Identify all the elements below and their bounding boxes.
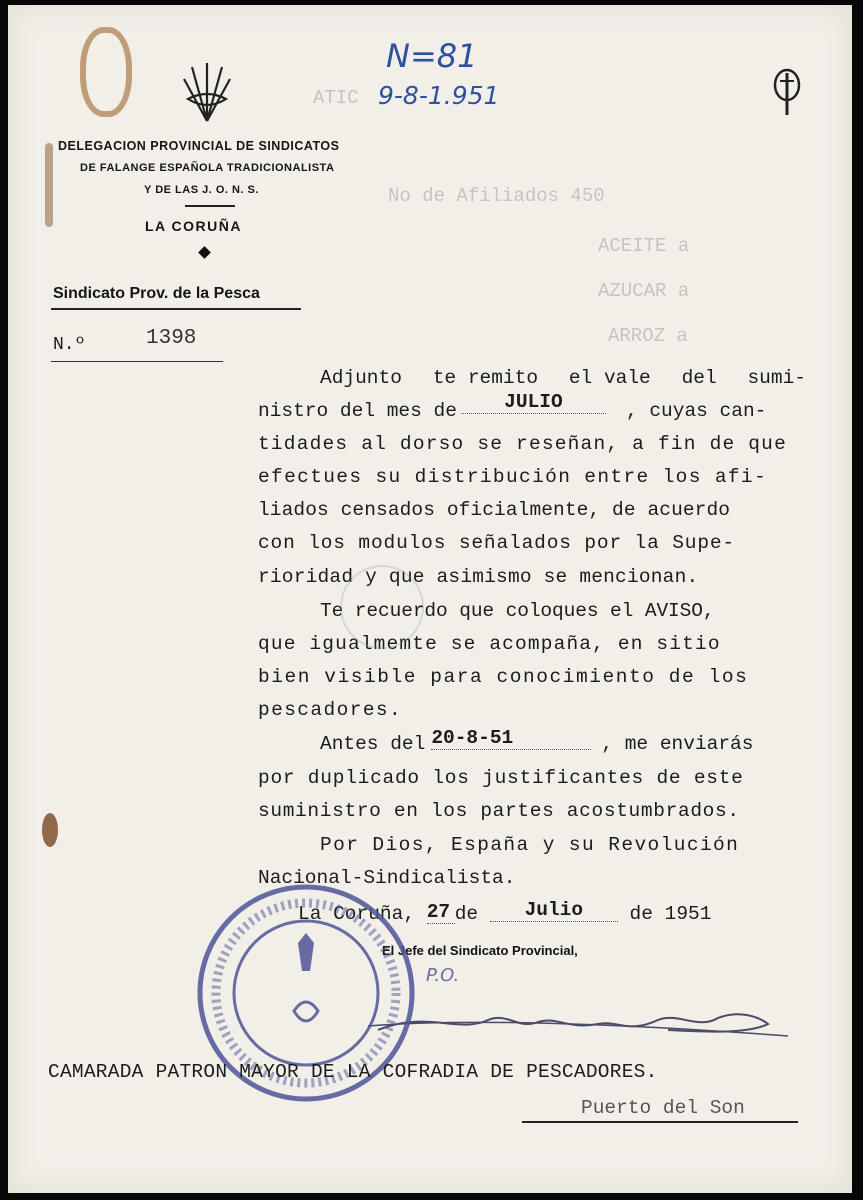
underline	[522, 1121, 798, 1123]
body-line: Adjunto te remito el vale del sumi-	[320, 367, 806, 389]
day-field: 27	[427, 901, 455, 924]
month-signature-field: Julio	[490, 899, 618, 922]
signer-title: El Jefe del Sindicato Provincial,	[382, 943, 578, 958]
signature-icon	[368, 990, 788, 1050]
divider	[185, 205, 235, 207]
show-through-text: ARROZ a	[608, 325, 688, 347]
date-line: La Coruña, 27 de Julio de 1951	[298, 899, 712, 925]
show-through-text: AZUCAR a	[598, 280, 690, 302]
diamond-icon	[198, 246, 211, 259]
body-line: Nacional-Sindicalista.	[258, 867, 516, 889]
sindicato-heading: Sindicato Prov. de la Pesca	[53, 285, 260, 302]
underline	[51, 308, 301, 310]
reference-number: 1398	[146, 327, 197, 350]
body-line: con los modulos señalados por la Supe-	[258, 532, 735, 554]
body-line: bien visible para conocimiento de los	[258, 666, 749, 688]
watermark-icon	[340, 565, 424, 649]
deadline-field: 20-8-51	[431, 727, 591, 750]
body-line: nistro del mes de JULIO , cuyas can-	[258, 391, 767, 422]
sword-shield-emblem-icon	[772, 67, 802, 119]
rust-stain	[42, 813, 58, 847]
body-line: pescadores.	[258, 699, 403, 721]
show-through-text: ATIC	[313, 87, 359, 109]
body-line: que igualmemte se acompaña, en sitio	[258, 633, 721, 655]
body-line: Antes del 20-8-51 , me enviarás	[320, 727, 754, 755]
addressee-line: CAMARADA PATRON MAYOR DE LA COFRADIA DE PESCADORES.	[48, 1061, 658, 1083]
city-heading: LA CORUÑA	[145, 218, 242, 234]
body-line: por duplicado los justificantes de este	[258, 767, 744, 789]
body-line: efectues su distribución entre los afi-	[258, 466, 768, 488]
body-line: suministro en los partes acostumbrados.	[258, 800, 740, 822]
show-through-text: No de Afiliados 450	[388, 185, 605, 207]
rust-stain	[45, 143, 53, 227]
body-line: rioridad y que asimismo se mencionan.	[258, 566, 699, 588]
delegation-name-line1: DELEGACION PROVINCIAL DE SINDICATOS	[58, 139, 340, 153]
addressee-port: Puerto del Son	[581, 1097, 745, 1119]
body-line: tidades al dorso se reseñan, a fin de que	[258, 433, 787, 455]
month-field: JULIO	[461, 391, 606, 414]
show-through-text: ACEITE a	[598, 235, 690, 257]
body-line: liados censados oficialmente, de acuerdo	[258, 499, 731, 521]
delegation-name-line2: DE FALANGE ESPAÑOLA TRADICIONALISTA	[80, 162, 335, 174]
body-line: Por Dios, España y su Revolución	[320, 834, 740, 856]
handwritten-date: 9-8-1.951	[378, 81, 500, 110]
delegation-name-line3: Y DE LAS J. O. N. S.	[144, 184, 259, 196]
rust-stain	[80, 27, 132, 117]
body-line: Te recuerdo que coloques el AVISO,	[320, 600, 715, 622]
underline	[51, 361, 223, 362]
handwritten-number: N=81	[386, 37, 478, 75]
yoke-arrows-emblem-icon	[180, 59, 234, 125]
reference-label: N.º	[53, 335, 86, 355]
handwritten-initials: P.O.	[426, 965, 460, 986]
document-page	[8, 5, 852, 1193]
